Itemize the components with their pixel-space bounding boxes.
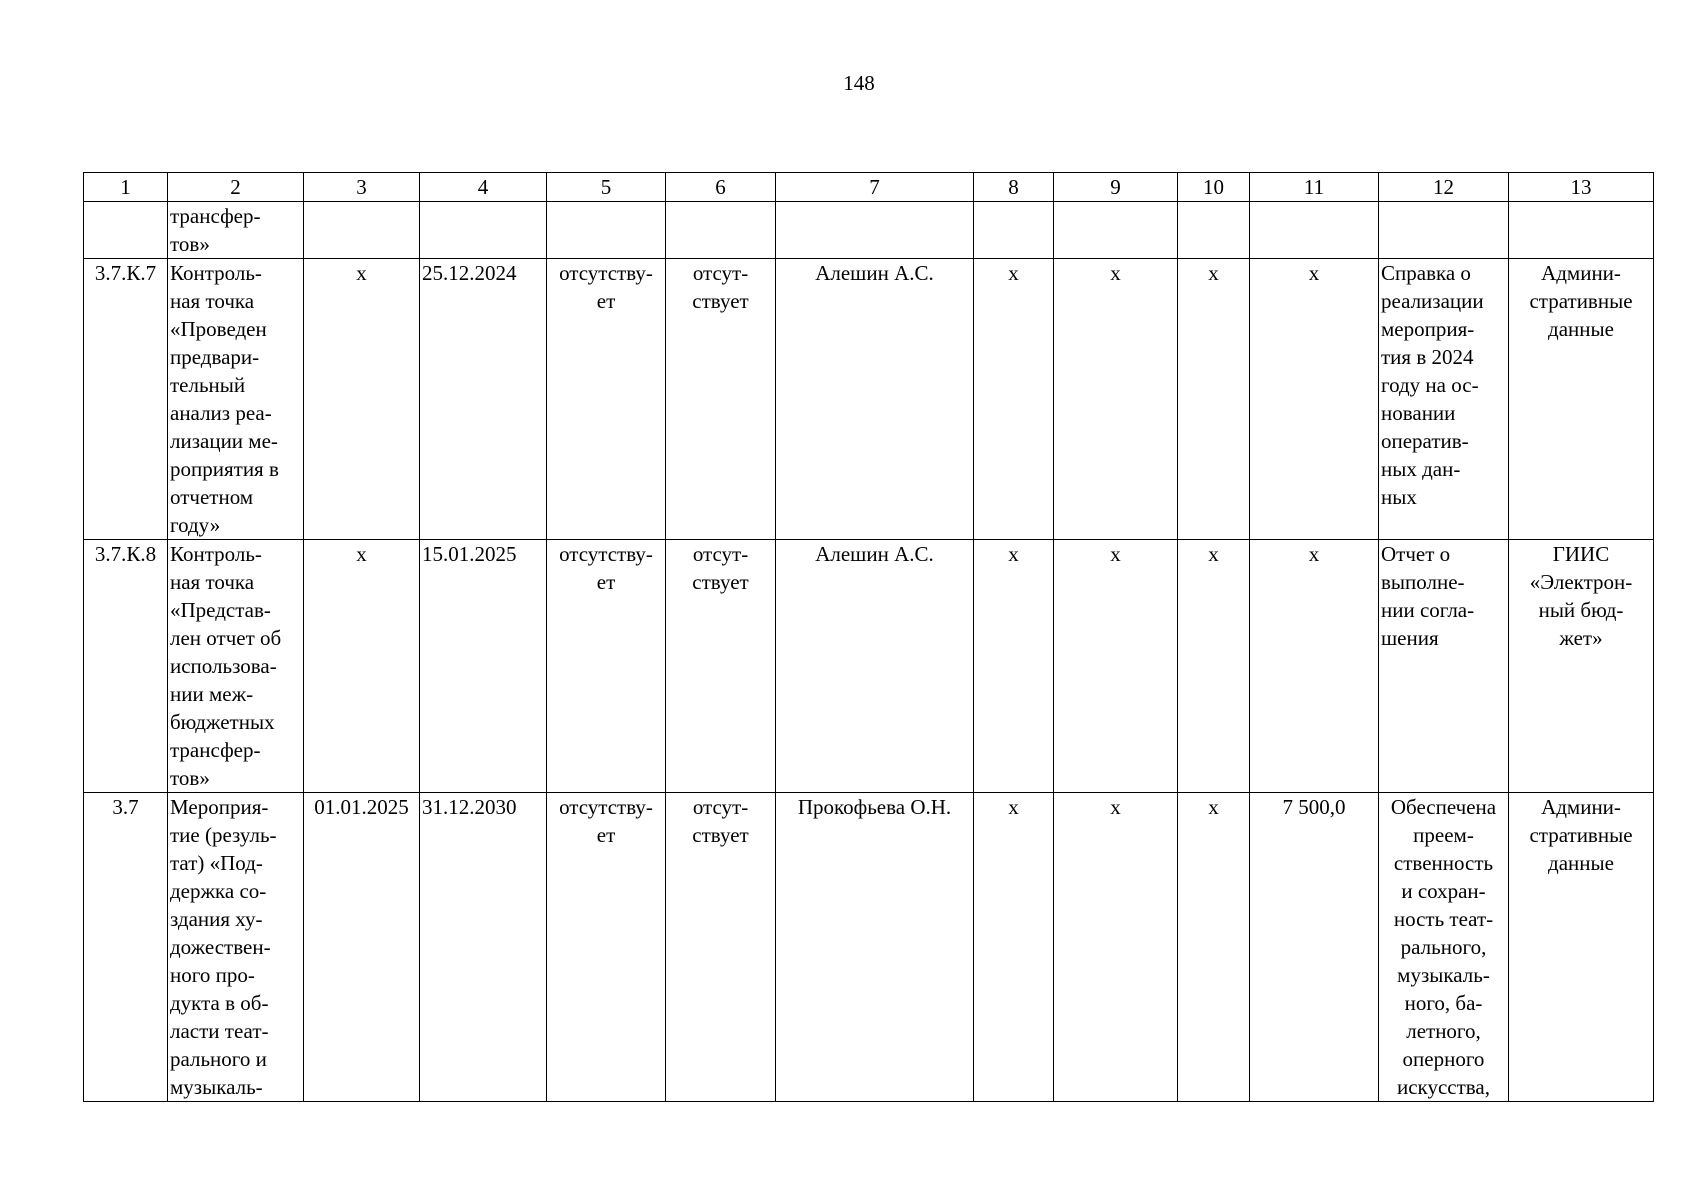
cell-line: ствует [692,823,749,847]
amount-cell [1250,202,1379,259]
cell-line: рального, [1400,935,1487,959]
responsible-cell: Алешин А.С. [776,259,974,540]
table-row [84,202,1654,259]
cell-line: Контроль- [170,542,262,566]
cell-line: здания ху- [170,907,263,931]
cell-line: «Проведен [170,317,267,341]
item-name-cell [168,540,304,793]
cell-line: использова- [170,654,277,678]
column-9-cell [1054,202,1178,259]
cell-line: лен отчет об [170,626,282,650]
column-10-cell [1178,202,1250,259]
item-number-cell: 3.7.К.8 [84,540,168,793]
end-date-cell: 15.01.2025 [420,540,547,793]
responsible-cell: Прокофьева О.Н. [776,793,974,1102]
amount-cell: 7 500,0 [1250,793,1379,1102]
cell-line: нии согла- [1381,598,1475,622]
cell-line: ственность [1393,851,1494,875]
cell-line: ного про- [170,963,255,987]
cell-line: Контроль- [170,261,262,285]
start-date-cell: 01.01.2025 [304,793,420,1102]
cell-line: новании [1381,401,1456,425]
column-6-cell [666,202,776,259]
cell-line: дукта в об- [170,991,269,1015]
column-header: 3 [304,173,420,202]
data-source-cell [1509,259,1654,540]
end-date-cell: 25.12.2024 [420,259,547,540]
column-header: 5 [547,173,666,202]
result-description-cell [1379,259,1509,540]
table-row [84,540,1654,793]
table-row [84,793,1654,1102]
cell-line: тат) «Под- [170,851,263,875]
column-5-cell [547,540,666,793]
cell-line: отсутству- [559,542,653,566]
responsible-cell: Алешин А.С. [776,540,974,793]
data-source-cell [1509,202,1654,259]
document-table [83,172,1654,1102]
page-number: 148 [843,71,875,95]
end-date-cell [420,202,547,259]
cell-line: ет [596,570,616,594]
cell-line: «Электрон- [1529,570,1633,594]
cell-line: нии меж- [170,682,254,706]
item-name-cell [168,259,304,540]
cell-line: тие (резуль- [170,823,277,847]
cell-line: ствует [692,289,749,313]
cell-line: отчетном [170,485,254,509]
cell-line: ного, ба- [1404,991,1483,1015]
cell-line: ный бюд- [1538,598,1624,622]
cell-line: музыкаль- [1397,963,1490,987]
cell-line: жет» [1559,626,1603,650]
cell-line: «Представ- [170,598,271,622]
column-header: 2 [168,173,304,202]
table-row [84,259,1654,540]
column-6-cell [666,793,776,1102]
cell-line: бюджетных [170,710,275,734]
amount-cell: x [1250,259,1379,540]
result-description-cell [1379,202,1509,259]
cell-line: тельный [170,373,246,397]
column-header: 7 [776,173,974,202]
cell-line: реализации [1381,289,1484,313]
cell-line: ГИИС [1552,542,1610,566]
column-10-cell: x [1178,793,1250,1102]
cell-line: Справка о [1381,261,1471,285]
cell-line: ствует [692,570,749,594]
column-header: 11 [1250,173,1379,202]
cell-line: году на ос- [1381,373,1479,397]
result-description-cell [1379,793,1509,1102]
column-header: 6 [666,173,776,202]
header-row [84,173,1654,202]
column-header: 13 [1509,173,1654,202]
cell-line: мероприя- [1381,317,1475,341]
cell-line: отсут- [692,542,749,566]
cell-line: летного, [1406,1019,1481,1043]
cell-line: дожествен- [170,935,271,959]
item-number-cell: 3.7.К.7 [84,259,168,540]
cell-line: ная точка [170,289,255,313]
cell-line: музыкаль- [170,1075,263,1099]
cell-line: тов» [170,232,210,256]
column-header: 10 [1178,173,1250,202]
column-8-cell: x [974,540,1054,793]
cell-line: тия в 2024 [1381,345,1474,369]
cell-line: ласти теат- [170,1019,269,1043]
column-header: 4 [420,173,547,202]
column-5-cell [547,793,666,1102]
cell-line: преем- [1413,823,1474,847]
cell-line: и сохран- [1401,879,1486,903]
column-10-cell: x [1178,259,1250,540]
cell-line: Админи- [1541,795,1621,819]
start-date-cell: x [304,259,420,540]
column-header: 9 [1054,173,1178,202]
item-name-cell [168,793,304,1102]
column-10-cell: x [1178,540,1250,793]
cell-line: отсутству- [559,795,653,819]
responsible-cell [776,202,974,259]
cell-line: Админи- [1541,261,1621,285]
cell-line: Отчет о [1381,542,1451,566]
column-8-cell: x [974,259,1054,540]
cell-line: трансфер- [170,204,261,228]
column-5-cell [547,259,666,540]
cell-line: роприятия в [170,457,279,481]
cell-line: Обеспечена [1390,795,1497,819]
cell-line: оператив- [1381,429,1469,453]
item-number-cell [84,202,168,259]
cell-line: ет [596,823,616,847]
cell-line: году» [170,513,221,537]
cell-line: держка со- [170,879,267,903]
cell-line: отсут- [692,261,749,285]
column-9-cell: x [1054,259,1178,540]
item-number-cell: 3.7 [84,793,168,1102]
amount-cell: x [1250,540,1379,793]
start-date-cell [304,202,420,259]
cell-line: тов» [170,766,210,790]
start-date-cell: x [304,540,420,793]
column-header: 8 [974,173,1054,202]
column-9-cell: x [1054,793,1178,1102]
cell-line: искусства, [1397,1075,1490,1099]
column-6-cell [666,259,776,540]
item-name-cell [168,202,304,259]
result-description-cell [1379,540,1509,793]
cell-line: трансфер- [170,738,261,762]
cell-line: ных [1381,485,1417,509]
column-header: 12 [1379,173,1509,202]
cell-line: анализ реа- [170,401,272,425]
cell-line: предвари- [170,345,260,369]
data-source-cell [1509,540,1654,793]
cell-line: выполне- [1381,570,1465,594]
cell-line: лизации ме- [170,429,278,453]
cell-line: ная точка [170,570,255,594]
cell-line: шения [1381,626,1439,650]
data-source-cell [1509,793,1654,1102]
cell-line: ных дан- [1381,457,1461,481]
cell-line: отсут- [692,795,749,819]
cell-line: стративные [1529,289,1633,313]
cell-line: отсутству- [559,261,653,285]
column-header: 1 [84,173,168,202]
cell-line: стративные [1529,823,1633,847]
column-8-cell [974,202,1054,259]
cell-line: рального и [170,1047,267,1071]
cell-line: данные [1548,851,1614,875]
cell-line: оперного [1402,1047,1485,1071]
column-8-cell: x [974,793,1054,1102]
cell-line: данные [1548,317,1614,341]
column-9-cell: x [1054,540,1178,793]
end-date-cell: 31.12.2030 [420,793,547,1102]
cell-line: Мероприя- [170,795,269,819]
cell-line: ность теат- [1393,907,1494,931]
cell-line: ет [596,289,616,313]
column-6-cell [666,540,776,793]
column-5-cell [547,202,666,259]
